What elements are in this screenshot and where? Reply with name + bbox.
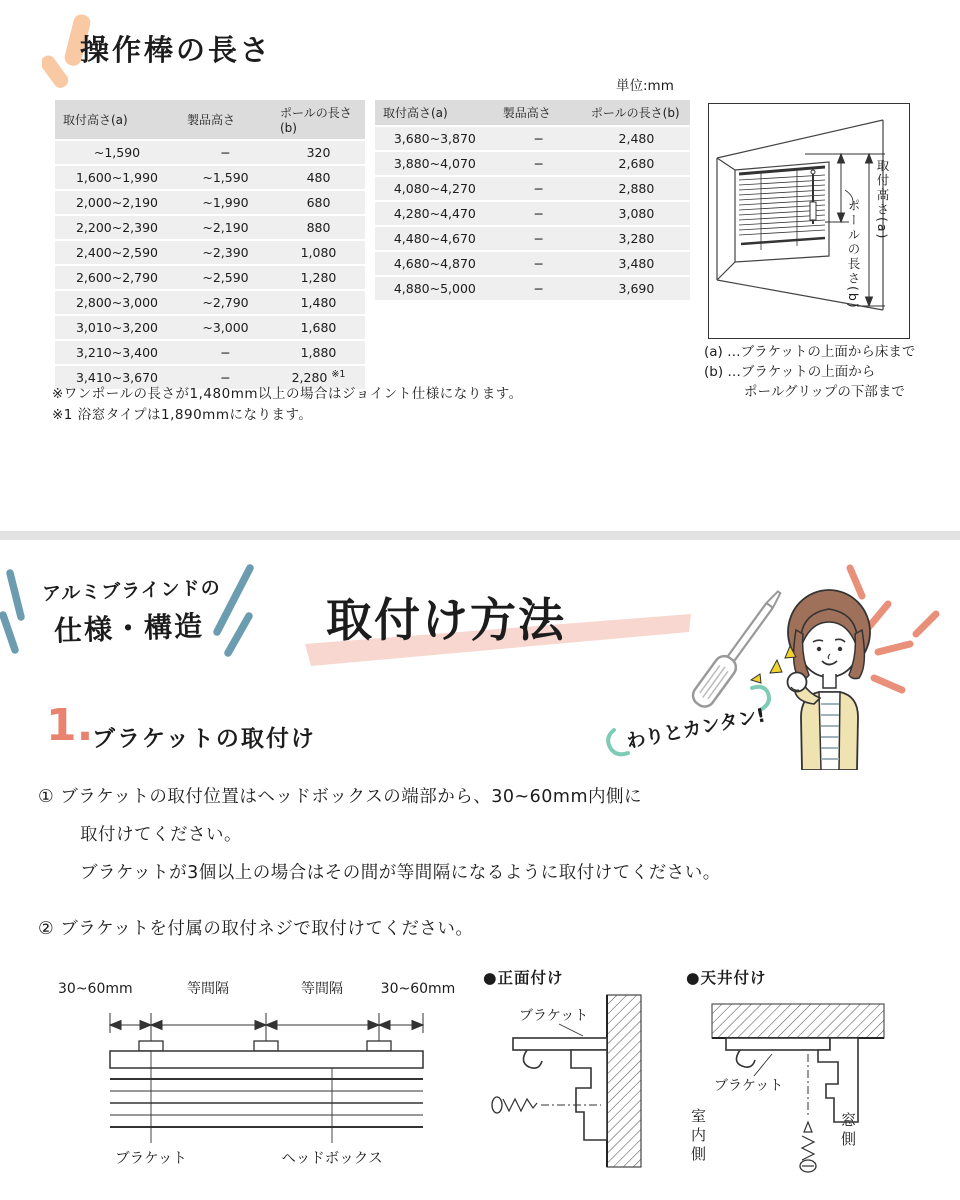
table-header-row [55,100,365,139]
control-pole [810,170,816,224]
table-row: 3,680~3,870 − 2,480 [375,127,690,150]
woman-figure [788,590,871,770]
item1-line3: ブラケットが3個以上の場合はその間が等間隔になるように取付けてください。 [80,863,721,883]
spacing-bracket-label: ブラケット [115,1151,187,1167]
bracket-spacing-diagram [45,975,480,1175]
room-side-label: 室内側 [689,1108,707,1165]
table-row: 2,400~2,590 ~2,390 1,080 [55,241,365,264]
dim-label-right: 30~60mm [380,981,456,997]
pole-length-table-right [375,98,690,302]
table-row: 3,010~3,200 ~3,000 1,680 [55,316,365,339]
note-a: (a) …ブラケットの上面から床まで [704,344,916,360]
col-header: 取付高さ(a) [55,100,179,139]
table-row: 2,200~2,390 ~2,190 880 [55,216,365,239]
item1-number: ① [38,787,55,807]
dim-label-mid1: 等間隔 [187,981,229,997]
table-row: 2,600~2,790 ~2,590 1,280 [55,266,365,289]
table-row: 4,880~5,000 − 3,690 [375,277,690,300]
measure-label-b: ポールの長さ(b) [846,199,861,310]
ceiling-bracket-label: ブラケット [714,1078,784,1094]
table-row: 3,410~3,670 − 2,280 $^{※1}$ [55,366,365,389]
spec-structure-badge [0,558,260,668]
bracket-profile [513,1038,607,1140]
section1-title: 操作棒の長さ [80,33,273,67]
easy-callout [608,687,769,755]
table-row: 4,280~4,470 − 3,080 [375,202,690,225]
item2-text: ブラケットを付属の取付ネジで取付けてください。 [60,919,474,939]
col-header: 取付高さ(a) [375,100,495,125]
note-b2: ポールグリップの下部まで [744,384,905,400]
badge-line1: アルミブラインドの [41,576,222,606]
item1-line2: 取付けてください。 [80,825,242,845]
screw-icon [800,1054,816,1172]
blind-measure-diagram [708,103,910,339]
instruction-item-1 [38,778,943,892]
section-divider [0,531,960,540]
screwdriver-icon [689,586,788,711]
measure-label-a: 取付高さ(a) [875,159,890,241]
table-row: 2,800~3,000 ~2,790 1,480 [55,291,365,314]
front-bracket-label: ブラケット [519,1008,589,1024]
table-row: 4,680~4,870 − 3,480 [375,252,690,275]
ceiling [712,1004,884,1038]
ceiling-mount-title: ●天井付け [686,969,767,987]
table-row: 3,880~4,070 − 2,680 [375,152,690,175]
wall [607,995,641,1167]
badge-line2: 仕様・構造 [53,609,205,648]
step-title: ブラケットの取付け [92,726,316,752]
spacing-headbox-label: ヘッドボックス [281,1151,383,1167]
col-header: ポールの長さ(b) [583,100,690,125]
ceiling-mount-diagram [686,990,960,1185]
table-row: 4,480~4,670 − 3,280 [375,227,690,250]
table-row: 4,080~4,270 − 2,880 [375,177,690,200]
item1-line1: ブラケットの取付位置はヘッドボックスの端部から、30~60mm内側に [60,787,643,807]
front-mount-diagram [483,990,693,1175]
table-row: 1,600~1,990 ~1,590 480 [55,166,365,189]
front-mount-title: ●正面付け [483,969,564,987]
step-number: 1. [46,700,94,751]
unit-label: 単位:mm [616,78,674,94]
dim-label-left: 30~60mm [58,981,133,997]
table-row: 3,210~3,400 − 1,880 [55,341,365,364]
section2-title: 取付け方法 [326,593,566,647]
ceiling-mount-drawing [686,990,960,1185]
note-b: (b) …ブラケットの上面から [704,364,876,380]
col-header: 製品高さ [179,100,272,139]
easy-label: わりとカンタン! [624,704,768,753]
table-row: ~1,590 − 320 [55,141,365,164]
woman-illustration [598,552,960,770]
table-header-row [375,100,690,125]
table-row: 2,000~2,190 ~1,990 680 [55,191,365,214]
instruction-item-2 [38,910,943,948]
footnote-1: ※ワンポールの長さが1,480mm以上の場合はジョイント仕様になります。 [52,386,523,402]
fist [788,673,807,692]
dim-label-mid2: 等間隔 [301,981,343,997]
footnotes [52,384,523,426]
window-side-label: 窓側 [839,1112,857,1150]
footnote-2: ※1 浴窓タイプは1,890mmになります。 [52,407,313,423]
diagram-notes [704,342,915,402]
col-header: ポールの長さ(b) [272,100,365,139]
footnote-ref: ※1 [331,369,346,381]
item2-number: ② [38,919,55,939]
col-header: 製品高さ [495,100,583,125]
pole-length-table-left [55,98,365,391]
